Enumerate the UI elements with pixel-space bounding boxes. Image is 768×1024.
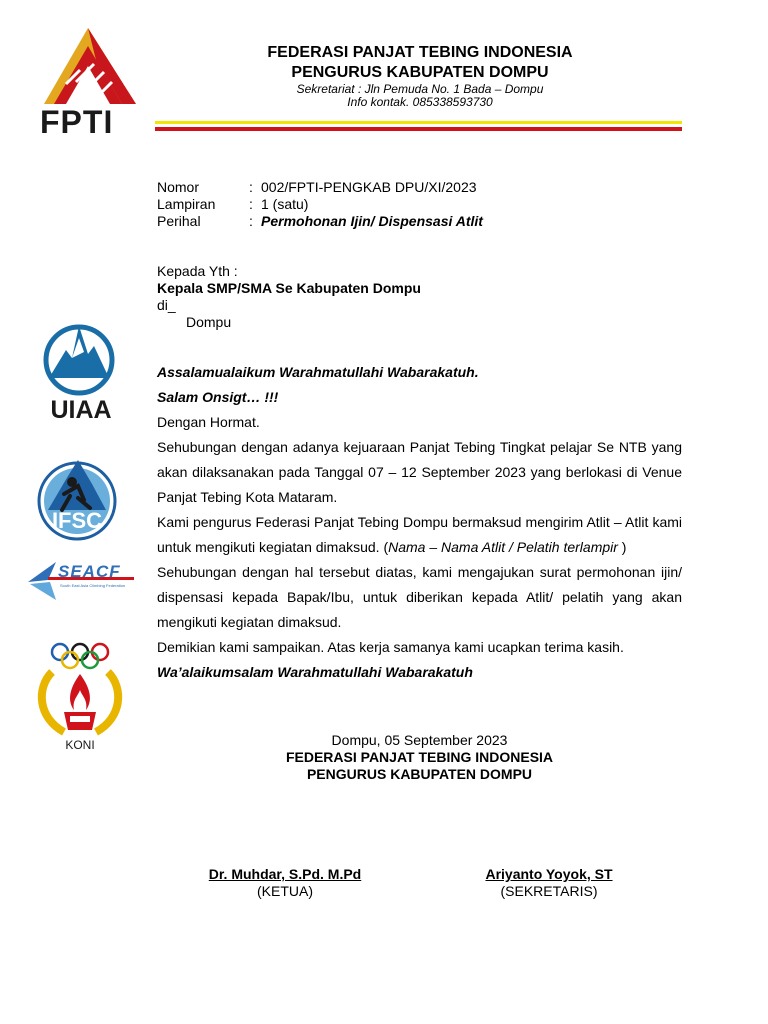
header-rule-yellow	[155, 121, 682, 124]
meta-perihal-label: Perihal	[157, 213, 201, 229]
seacf-logo-text: SEACF	[58, 562, 121, 581]
salam-onsigt: Salam Onsigt… !!!	[157, 389, 279, 405]
header-title-line2: PENGURUS KABUPATEN DOMPU	[291, 64, 549, 81]
ifsc-logo	[34, 456, 120, 544]
header-address: Sekretariat : Jln Pemuda No. 1 Bada – Dompu	[296, 82, 544, 96]
signature-sekretaris	[440, 866, 658, 900]
seacf-logo	[26, 558, 138, 604]
meta-nomor-label: Nomor	[157, 179, 200, 195]
meta-lampiran	[157, 196, 308, 213]
closing-org-line1: FEDERASI PANJAT TEBING INDONESIA	[285, 749, 554, 765]
body-paragraph-2-italic: Nama – Nama Atlit / Pelatih terlampir	[388, 539, 618, 555]
header-rule-red	[155, 127, 682, 131]
meta-perihal	[157, 213, 483, 230]
fpti-logo	[36, 22, 142, 142]
letter-body	[157, 360, 682, 685]
closing-place-date: Dompu, 05 September 2023	[331, 732, 508, 748]
meta-colon: :	[249, 179, 253, 195]
salam-open: Assalamualaikum Warahmatullahi Wabarakatuh.	[157, 364, 479, 380]
koni-logo-text: KONI	[65, 738, 95, 752]
meta-colon: :	[249, 196, 253, 212]
meta-lampiran-value: 1 (satu)	[261, 196, 309, 212]
signature-ketua-role: (KETUA)	[257, 883, 313, 899]
body-paragraph-1: Sehubungan dengan adanya kejuaraan Panjat Tebing Tingkat pelajar Se NTB yang akan dilaksanakan pada Tanggal 07 – 12 September 2023 yang berlokasi di Venue Panjat Tebing Kota Mataram.	[157, 439, 682, 505]
hormat-line: Dengan Hormat.	[157, 414, 260, 430]
body-paragraph-4: Demikian kami sampaikan. Atas kerja samanya kami ucapkan terima kasih.	[157, 639, 624, 655]
signature-sekretaris-name: Ariyanto Yoyok, ST	[485, 866, 613, 882]
header-contact: Info kontak. 085338593730	[347, 95, 493, 109]
meta-perihal-value: Permohonan Ijin/ Dispensasi Atlit	[261, 213, 483, 229]
seacf-logo-subtitle: South East Asia Climbing Federation	[60, 583, 126, 588]
body-paragraph-2	[157, 510, 682, 560]
uiaa-logo	[36, 320, 126, 425]
recipient-name: Kepala SMP/SMA Se Kabupaten Dompu	[157, 280, 421, 296]
body-paragraph-3: Sehubungan dengan hal tersebut diatas, kami mengajukan surat permohonan ijin/ dispensasi kepada Bapak/Ibu, untuk diberikan kepada Atlit/ pelatih yang akan mengikuti kegiatan dimaksud.	[157, 564, 682, 630]
signature-sekretaris-role: (SEKRETARIS)	[500, 883, 598, 899]
body-paragraph-2-text: Kami pengurus Federasi Panjat Tebing Dompu bermaksud mengirim Atlit – Atlit kami untuk mengikuti kegiatan dimaksud. (	[157, 514, 682, 555]
signature-ketua	[170, 866, 400, 900]
ifsc-logo-text: IFSC	[51, 508, 103, 533]
recipient-greeting: Kepada Yth :	[157, 263, 238, 279]
fpti-logo-text: FPTI	[40, 104, 114, 140]
meta-nomor-value: 002/FPTI-PENGKAB DPU/XI/2023	[261, 179, 477, 195]
meta-colon: :	[249, 213, 253, 229]
salam-close: Wa’alaikumsalam Warahmatullahi Wabarakatuh	[157, 664, 473, 680]
meta-nomor	[157, 179, 477, 196]
recipient-place: Dompu	[186, 314, 232, 330]
body-paragraph-2-end: )	[617, 539, 627, 555]
koni-logo	[34, 638, 126, 754]
uiaa-logo-text: UIAA	[50, 396, 112, 424]
header-title-line1: FEDERASI PANJAT TEBING INDONESIA	[267, 44, 573, 61]
signature-ketua-name: Dr. Muhdar, S.Pd. M.Pd	[208, 866, 362, 882]
recipient-di: di_	[157, 297, 176, 313]
meta-lampiran-label: Lampiran	[157, 196, 216, 212]
closing-org-line2: PENGURUS KABUPATEN DOMPU	[306, 766, 533, 782]
